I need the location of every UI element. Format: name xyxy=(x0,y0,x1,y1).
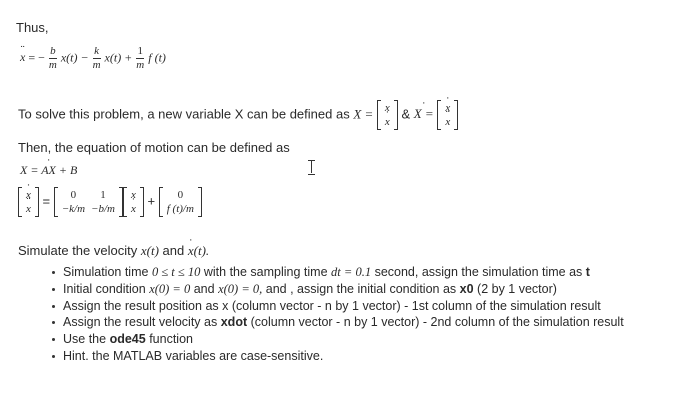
fraction-1-over-m: $\frac{1}{m}$ xyxy=(136,45,145,71)
simulate-prefix: Simulate the velocity xyxy=(18,243,138,258)
list-item: Use the ode45 function xyxy=(50,331,624,348)
fraction-k-over-m: $\frac{k}{m}$ xyxy=(92,45,101,71)
term-force: f (t) xyxy=(148,50,166,65)
equals-sign: = xyxy=(42,193,51,209)
xdot-vector: ˙ x ¨ x xyxy=(437,100,458,130)
list-item: Assign the result velocity as xdot (column vector - n by 1 vector) - 2nd column of the simulation result xyxy=(50,314,624,331)
then-text: Then, the equation of motion can be defined as xyxy=(18,140,290,155)
A-matrix: 0 1 −k/m −b/m xyxy=(54,187,123,217)
matrix-equation xyxy=(18,187,202,217)
list-item: Initial condition x(0) = 0 and x(0) = 0, and , assign the initial condition as x0 (2 by 1 vector) xyxy=(50,281,624,298)
fraction-b-over-m: $\frac{b}{m}$ xyxy=(48,45,57,71)
term-xdot: x(t) − xyxy=(60,50,89,65)
task-list xyxy=(50,264,624,365)
x-ddot: ¨ x xyxy=(20,50,25,65)
plus-sign: + xyxy=(147,193,156,209)
text-cursor-icon xyxy=(307,159,317,175)
list-item: Assign the result position as x (column vector - n by 1 vector) - 1st column of the simulation result xyxy=(50,298,624,315)
term-x: x(t) + xyxy=(104,50,133,65)
velocity-xdot: ˙ x(t). xyxy=(188,243,209,258)
state-vector: x ˙ x xyxy=(123,187,144,217)
state-equation: ˙ X = AX + B xyxy=(20,163,77,178)
thus-label: Thus, xyxy=(16,20,49,35)
simulate-line xyxy=(18,243,209,259)
x-vector: x ˙ x xyxy=(377,100,398,130)
state-variable-sentence: To solve this problem, a new variable X can be defined as xyxy=(18,106,350,122)
velocity-x: x(t) xyxy=(140,243,159,258)
lhs-vector: ˙ x ¨ x xyxy=(18,187,39,217)
state-variable-text xyxy=(18,100,458,130)
equation-of-motion: ¨ x = − $\frac{b}{m}$ x(t) − $\frac{k}{m}$ x(t) + $\frac{1}{m}$ f (t) xyxy=(20,46,166,71)
list-item: Simulation time 0 ≤ t ≤ 10 with the sampling time dt = 0.1 second, assign the simulation time as t xyxy=(50,264,624,281)
list-item: Hint. the MATLAB variables are case-sensitive. xyxy=(50,348,624,365)
ampersand: & xyxy=(401,106,411,122)
B-vector: 0 f (t)/m xyxy=(159,187,202,217)
simulate-and: and xyxy=(162,243,185,258)
xdot-label: ˙ X = xyxy=(414,106,434,122)
x-label: X = xyxy=(353,106,374,122)
